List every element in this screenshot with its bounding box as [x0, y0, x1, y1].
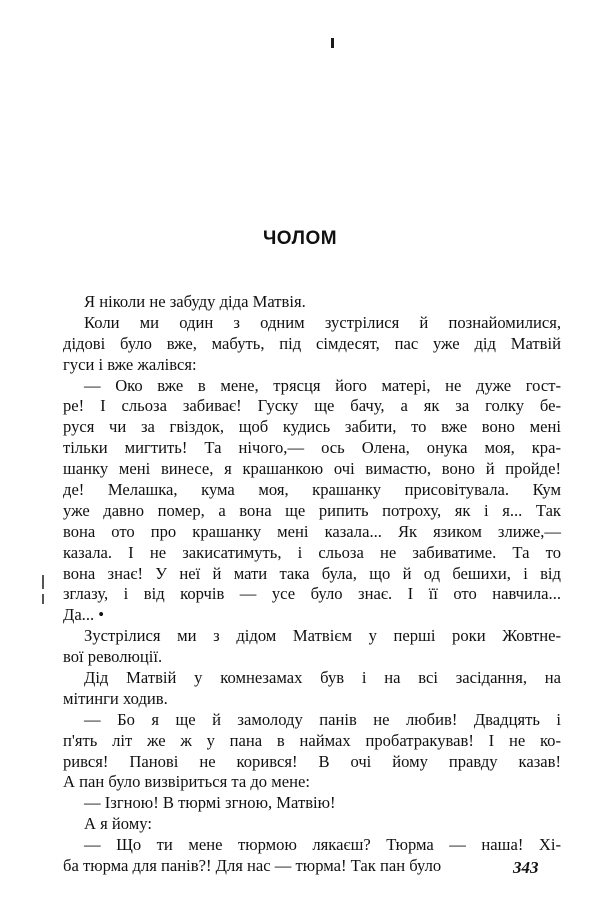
- text-line: Дід Матвій у комнезамах був і на всі засідання, на: [84, 668, 561, 688]
- text-line: шанку мені винесе, я крашанкою очі вимастю, воно й пройде!: [63, 459, 561, 479]
- text-line: Коли ми один з одним зустрілися й познайомилися,: [84, 312, 561, 332]
- margin-mark-lower: [42, 594, 44, 604]
- text-line: п'ять літ же ж у пана в наймах пробатракував! І не ко-: [63, 730, 561, 750]
- text-line: зглазу, і від корчів — усе було знає. І її ото навчила...: [63, 584, 561, 604]
- text-line: вона знає! У неї й мати така була, що й од бешихи, і від: [63, 563, 561, 583]
- text-line: мітинги ходив.: [63, 688, 168, 708]
- text-line: уже давно помер, а вона ще рипить потроху, як і я... Так: [63, 500, 561, 520]
- text-line: — Око вже в мене, трясця його матері, не дуже гост-: [84, 375, 561, 395]
- text-line: рився! Панові не корився! В очі йому правду казав!: [63, 751, 561, 771]
- top-tick-mark: [331, 38, 334, 48]
- text-line: — Ізгною! В тюрмі згною, Матвію!: [84, 793, 336, 813]
- text-line: Зустрілися ми з дідом Матвієм у перші роки Жовтне-: [84, 626, 561, 646]
- text-line: Я ніколи не забуду діда Матвія.: [84, 292, 306, 311]
- text-line: А пан було визвіриться та до мене:: [63, 772, 310, 792]
- text-line: де! Мелашка, кума моя, крашанку присовітувала. Кум: [63, 480, 561, 500]
- text-line: — Що ти мене тюрмою лякаєш? Тюрма — наша! Хі-: [84, 835, 561, 855]
- text-line: казала. І не закисатимуть, і сльоза не забиватиме. Та то: [63, 542, 561, 562]
- page-title: ЧОЛОМ: [262, 228, 338, 249]
- text-line: вої революції.: [63, 647, 163, 667]
- text-line: дідові було вже, мабуть, під сімдесят, пас уже дід Матвій: [63, 333, 561, 353]
- text-line: ре! І сльоза забиває! Гуску ще бачу, а як за голку бе-: [63, 396, 561, 416]
- text-line: вона ото про крашанку мені казала... Як язиком злиже,—: [63, 521, 561, 541]
- text-line: ба тюрма для панів?! Для нас — тюрма! Так пан було: [63, 856, 442, 876]
- text-line: тільки мигтить! Та нічого,— ось Олена, онука моя, кра-: [63, 438, 561, 458]
- margin-mark-upper: [42, 575, 44, 589]
- page-number: 343: [513, 858, 539, 877]
- text-line: — Бо я ще й замолоду панів не любив! Двадцять і: [84, 709, 561, 729]
- body-text: [63, 292, 561, 877]
- text-line: А я йому:: [84, 814, 152, 834]
- text-line: гуси і вже жалівся:: [63, 354, 197, 374]
- text-line: Да... •: [63, 605, 105, 625]
- text-line: руся чи за гвіздок, щоб кудись забити, то вже воно мені: [63, 417, 561, 437]
